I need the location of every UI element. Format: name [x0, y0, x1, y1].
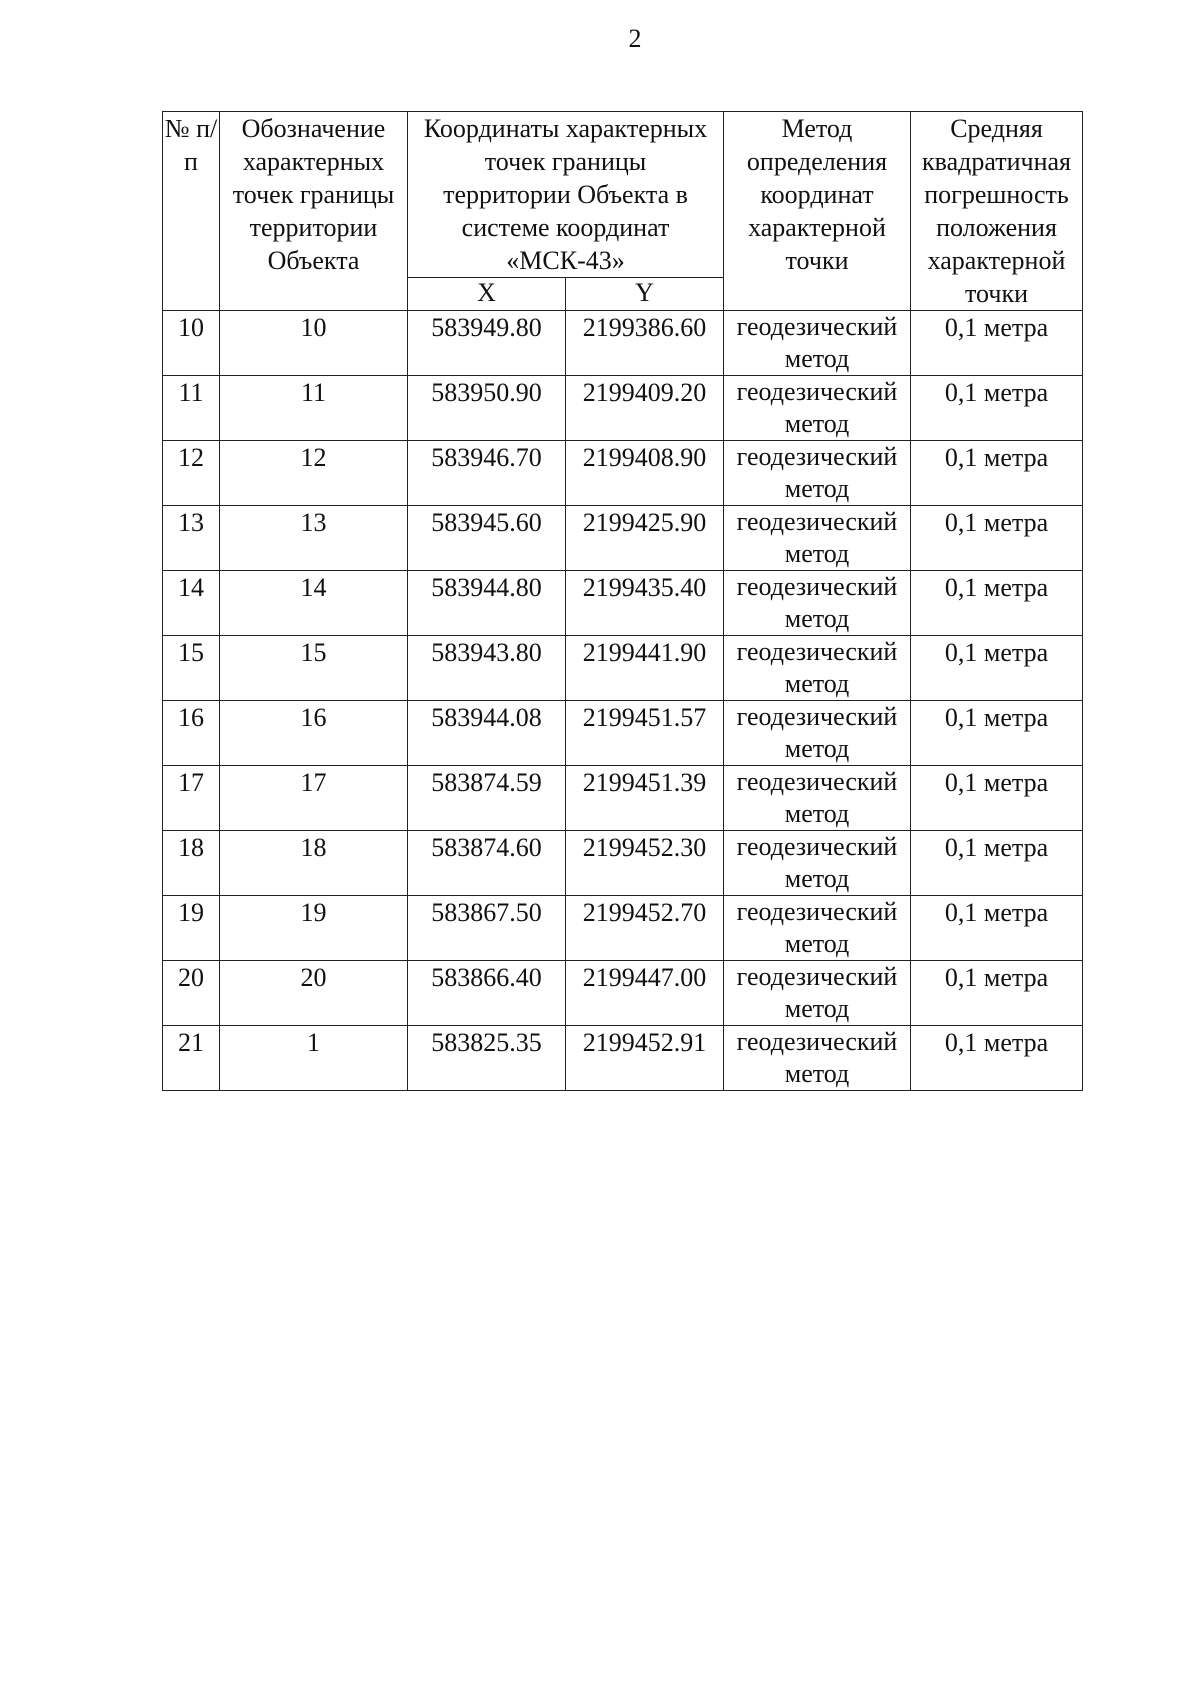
x-coordinate-cell: 583943.80: [408, 636, 566, 701]
y-coordinate-cell: 2199452.91: [566, 1026, 724, 1091]
error-cell: 0,1 метра: [911, 831, 1083, 896]
y-coordinate-cell: 2199451.39: [566, 766, 724, 831]
error-cell: 0,1 метра: [911, 766, 1083, 831]
method-cell: геодезический метод: [724, 311, 911, 376]
table-row: [163, 441, 1083, 506]
point-designation-cell: 14: [220, 571, 408, 636]
x-coordinate-cell: 583944.08: [408, 701, 566, 766]
error-cell: 0,1 метра: [911, 506, 1083, 571]
error-cell: 0,1 метра: [911, 1026, 1083, 1091]
table-row: [163, 961, 1083, 1026]
table-row: [163, 831, 1083, 896]
header-num: № п/п: [163, 112, 220, 311]
header-x: X: [408, 278, 566, 311]
method-cell: геодезический метод: [724, 571, 911, 636]
row-number-cell: 13: [163, 506, 220, 571]
row-number-cell: 10: [163, 311, 220, 376]
point-designation-cell: 17: [220, 766, 408, 831]
error-cell: 0,1 метра: [911, 701, 1083, 766]
y-coordinate-cell: 2199409.20: [566, 376, 724, 441]
x-coordinate-cell: 583825.35: [408, 1026, 566, 1091]
row-number-cell: 12: [163, 441, 220, 506]
table-row: [163, 896, 1083, 961]
x-coordinate-cell: 583874.59: [408, 766, 566, 831]
table-row: [163, 506, 1083, 571]
x-coordinate-cell: 583950.90: [408, 376, 566, 441]
coordinates-table: [162, 111, 1083, 1091]
method-cell: геодезический метод: [724, 961, 911, 1026]
row-number-cell: 21: [163, 1026, 220, 1091]
error-cell: 0,1 метра: [911, 441, 1083, 506]
page-number: 2: [628, 24, 642, 53]
error-cell: 0,1 метра: [911, 961, 1083, 1026]
header-method: Метод определения координат характерной точки: [724, 112, 911, 311]
row-number-cell: 17: [163, 766, 220, 831]
row-number-cell: 19: [163, 896, 220, 961]
point-designation-cell: 11: [220, 376, 408, 441]
method-cell: геодезический метод: [724, 376, 911, 441]
point-designation-cell: 16: [220, 701, 408, 766]
point-designation-cell: 20: [220, 961, 408, 1026]
row-number-cell: 18: [163, 831, 220, 896]
header-coordinates: Координаты характерных точек границы территории Объекта в системе координат «МСК-43»: [408, 112, 724, 278]
y-coordinate-cell: 2199386.60: [566, 311, 724, 376]
point-designation-cell: 12: [220, 441, 408, 506]
error-cell: 0,1 метра: [911, 376, 1083, 441]
point-designation-cell: 15: [220, 636, 408, 701]
row-number-cell: 15: [163, 636, 220, 701]
y-coordinate-cell: 2199408.90: [566, 441, 724, 506]
y-coordinate-cell: 2199441.90: [566, 636, 724, 701]
error-cell: 0,1 метра: [911, 571, 1083, 636]
method-cell: геодезический метод: [724, 1026, 911, 1091]
error-cell: 0,1 метра: [911, 896, 1083, 961]
x-coordinate-cell: 583944.80: [408, 571, 566, 636]
x-coordinate-cell: 583946.70: [408, 441, 566, 506]
point-designation-cell: 18: [220, 831, 408, 896]
table-body: [163, 311, 1083, 1091]
method-cell: геодезический метод: [724, 636, 911, 701]
error-cell: 0,1 метра: [911, 636, 1083, 701]
header-error: Средняя квадратичная погрешность положения характерной точки: [911, 112, 1083, 311]
method-cell: геодезический метод: [724, 441, 911, 506]
header-y: Y: [566, 278, 724, 311]
y-coordinate-cell: 2199451.57: [566, 701, 724, 766]
error-cell: 0,1 метра: [911, 311, 1083, 376]
header-row: [163, 112, 1083, 278]
table-row: [163, 376, 1083, 441]
method-cell: геодезический метод: [724, 831, 911, 896]
row-number-cell: 20: [163, 961, 220, 1026]
y-coordinate-cell: 2199452.30: [566, 831, 724, 896]
y-coordinate-cell: 2199447.00: [566, 961, 724, 1026]
x-coordinate-cell: 583866.40: [408, 961, 566, 1026]
table-row: [163, 311, 1083, 376]
method-cell: геодезический метод: [724, 766, 911, 831]
x-coordinate-cell: 583945.60: [408, 506, 566, 571]
row-number-cell: 14: [163, 571, 220, 636]
point-designation-cell: 19: [220, 896, 408, 961]
table-row: [163, 636, 1083, 701]
method-cell: геодезический метод: [724, 896, 911, 961]
point-designation-cell: 10: [220, 311, 408, 376]
x-coordinate-cell: 583949.80: [408, 311, 566, 376]
row-number-cell: 11: [163, 376, 220, 441]
row-number-cell: 16: [163, 701, 220, 766]
table-row: [163, 571, 1083, 636]
y-coordinate-cell: 2199452.70: [566, 896, 724, 961]
x-coordinate-cell: 583867.50: [408, 896, 566, 961]
table-row: [163, 766, 1083, 831]
y-coordinate-cell: 2199425.90: [566, 506, 724, 571]
point-designation-cell: 1: [220, 1026, 408, 1091]
method-cell: геодезический метод: [724, 701, 911, 766]
y-coordinate-cell: 2199435.40: [566, 571, 724, 636]
x-coordinate-cell: 583874.60: [408, 831, 566, 896]
method-cell: геодезический метод: [724, 506, 911, 571]
point-designation-cell: 13: [220, 506, 408, 571]
header-designation: Обозначение характерных точек границы территории Объекта: [220, 112, 408, 311]
table-row: [163, 701, 1083, 766]
table-row: [163, 1026, 1083, 1091]
